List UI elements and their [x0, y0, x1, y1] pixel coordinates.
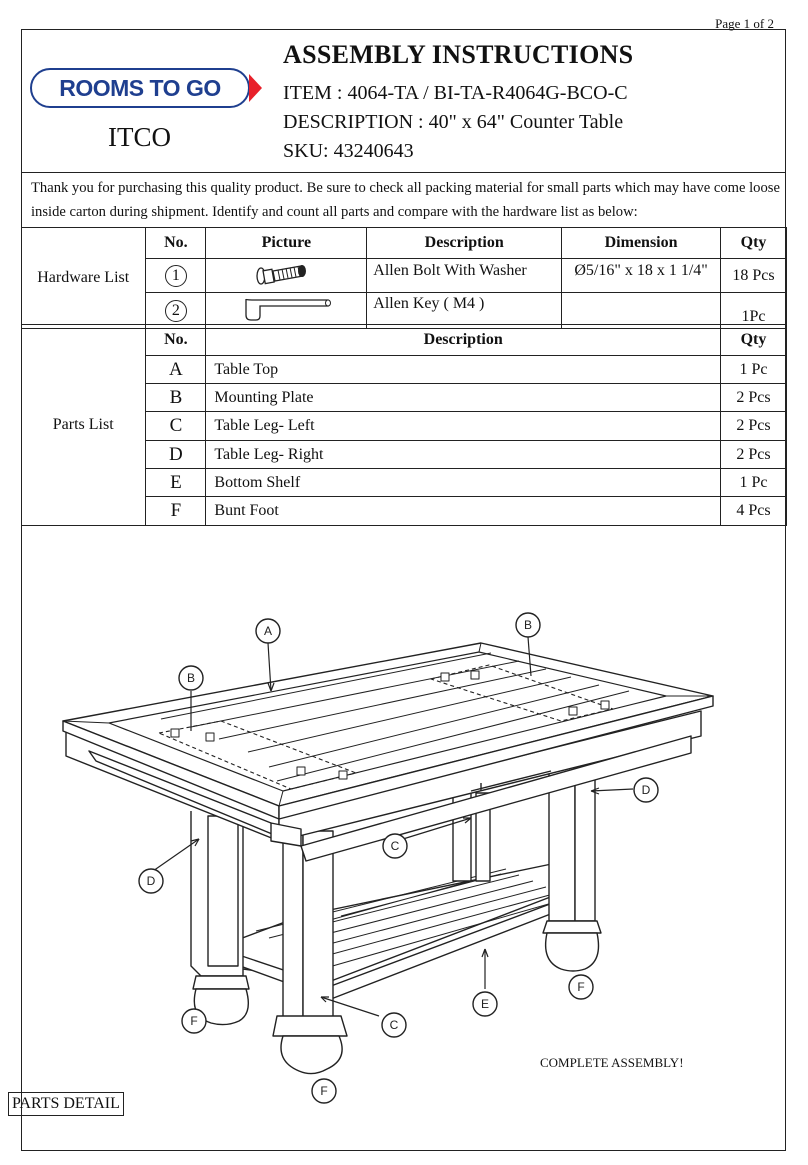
parts-section-label: Parts List [21, 325, 146, 526]
drawing-caption: COMPLETE ASSEMBLY! [540, 1055, 684, 1070]
part-qty: 4 Pcs [721, 497, 787, 526]
brand-name: ITCO [108, 122, 171, 152]
sku-value: : 43240643 [323, 140, 414, 162]
part-description: Bunt Foot [206, 497, 721, 526]
part-letter: B [146, 384, 206, 412]
logo-text: ROOMS TO GO [59, 75, 221, 101]
hardware-section-label: Hardware List [21, 228, 146, 329]
svg-text:F: F [577, 980, 585, 994]
hw-col-picture: Picture [206, 228, 367, 259]
part-description: Bottom Shelf [206, 469, 721, 497]
callout-a [256, 619, 280, 643]
item-label: ITEM [283, 82, 332, 104]
svg-text:D: D [641, 783, 651, 797]
part-qty: 1 Pc [721, 469, 787, 497]
svg-text:F: F [320, 1084, 328, 1098]
svg-text:C: C [389, 1018, 399, 1032]
hw-col-dimension: Dimension [562, 228, 721, 259]
parts-col-qty: Qty [721, 325, 787, 356]
svg-text:C: C [390, 839, 400, 853]
item-value: : 4064-TA / BI-TA-R4064G-BCO-C [336, 82, 628, 104]
callout-c [383, 834, 407, 858]
parts-detail-label: PARTS DETAIL [8, 1092, 124, 1116]
svg-text:B: B [523, 618, 533, 632]
parts-col-description: Description [206, 325, 721, 356]
part-letter: C [146, 412, 206, 441]
instruction-sheet [21, 29, 786, 1151]
part-qty: 1 Pc [721, 356, 787, 384]
callout-f [569, 975, 593, 999]
part-letter: D [146, 441, 206, 469]
part-letter: F [146, 497, 206, 526]
callout-c [382, 1013, 406, 1037]
part-qty: 2 Pcs [721, 384, 787, 412]
callout-e [473, 992, 497, 1016]
callout-d [139, 869, 163, 893]
part-description: Table Leg- Right [206, 441, 721, 469]
svg-text:A: A [263, 624, 273, 638]
part-letter: E [146, 469, 206, 497]
hardware-description: Allen Key ( M4 ) [367, 293, 562, 329]
description-label: DESCRIPTION [283, 111, 414, 133]
svg-text:B: B [186, 671, 196, 685]
part-description: Table Leg- Left [206, 412, 721, 441]
page-number: Page 1 of 2 [715, 16, 774, 31]
item-number-1: 1 [165, 265, 187, 287]
sku-label: SKU [283, 140, 324, 162]
part-description: Table Top [206, 356, 721, 384]
bottom-shelf [221, 861, 566, 999]
part-qty: 2 Pcs [721, 441, 787, 469]
hardware-qty: 1Pc [721, 293, 787, 329]
svg-text:F: F [190, 1014, 198, 1028]
hw-col-no: No. [146, 228, 206, 259]
callout-b [516, 613, 540, 637]
part-description: Mounting Plate [206, 384, 721, 412]
hw-col-description: Description [367, 228, 562, 259]
hardware-qty: 18 Pcs [721, 259, 787, 293]
svg-text:E: E [480, 997, 490, 1011]
svg-text:D: D [146, 874, 156, 888]
callout-f [182, 1009, 206, 1033]
callout-b [179, 666, 203, 690]
assembly-drawing [22, 30, 787, 1152]
description-value: : 40" x 64" Counter Table [418, 111, 624, 133]
document-title: ASSEMBLY INSTRUCTIONS [283, 40, 634, 69]
part-letter: A [146, 356, 206, 384]
item-number-2: 2 [165, 300, 187, 322]
hardware-description: Allen Bolt With Washer [367, 259, 562, 293]
hardware-dimension: Ø5/16" x 18 x 1 1/4" [562, 259, 721, 293]
parts-col-no: No. [146, 325, 206, 356]
callout-d [634, 778, 658, 802]
intro-text: Thank you for purchasing this quality product. Be sure to check all packing material for small parts which may have come loose inside carton during shipment. Identify and count all parts and compare with the hardware list as below: [31, 180, 780, 220]
part-qty: 2 Pcs [721, 412, 787, 441]
callout-f [312, 1079, 336, 1103]
hw-col-qty: Qty [721, 228, 787, 259]
